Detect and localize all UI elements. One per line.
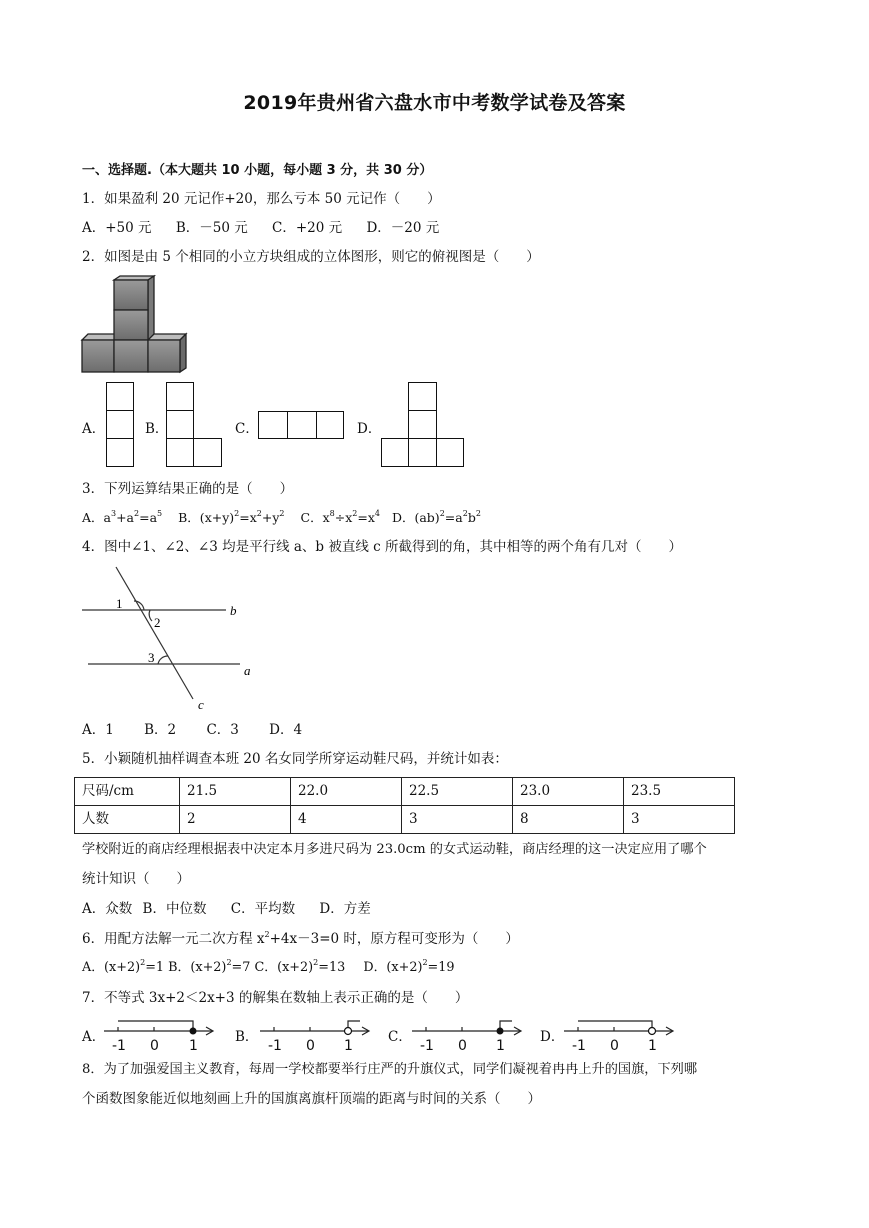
tick-label: -1: [572, 1038, 586, 1054]
table-cell: 23.5: [624, 778, 735, 806]
tick-label: 0: [306, 1038, 315, 1054]
q3-option-c[interactable]: C．$x^8\div x^2=x^4$: [300, 509, 380, 525]
table-cell: 尺码/cm: [75, 778, 180, 806]
q4-option-c[interactable]: C．3: [206, 722, 239, 738]
tick-label: 1: [189, 1038, 198, 1054]
q3-options: [82, 509, 501, 527]
q7-stem: 7．不等式 3x+2＜2x+3 的解集在数轴上表示正确的是（ ）: [82, 990, 469, 1006]
q3-option-d[interactable]: D．$(ab)^2=a^2b^2$: [391, 509, 481, 525]
q7-option-b-number-line[interactable]: [256, 1016, 376, 1052]
table-cell: 3: [402, 806, 513, 834]
tick-label: 0: [150, 1038, 159, 1054]
tick-label: 0: [610, 1038, 619, 1054]
angle-3-label: 3: [148, 650, 155, 665]
q6-option-b[interactable]: B．$(x+2)^2=7$: [168, 958, 251, 975]
q6-stem: 6．用配方法解一元二次方程 $x^2+4x-3=0$ 时，原方程可变形为（ ）: [82, 930, 519, 947]
tick-label: 0: [458, 1038, 467, 1054]
shoe-size-table: [74, 777, 735, 834]
q1-option-a[interactable]: A．+50 元: [82, 220, 152, 236]
table-cell: 21.5: [180, 778, 291, 806]
q7-option-b-label[interactable]: B．: [235, 1029, 259, 1045]
q4-options: [82, 721, 322, 739]
table-row: [75, 778, 735, 806]
q8-line2: 个函数图象能近似地刻画上升的国旗离旗杆顶端的距离与时间的关系（ ）: [82, 1091, 541, 1107]
q4-option-b[interactable]: B．2: [144, 722, 177, 738]
q2-option-c-label[interactable]: C．: [235, 421, 259, 437]
q6-option-a[interactable]: A．$(x+2)^2=1$: [82, 958, 165, 975]
q1-stem: 1．如果盈利 20 元记作+20，那么亏本 50 元记作（ ）: [82, 191, 441, 207]
q4-option-d[interactable]: D．4: [269, 722, 303, 738]
section-heading: 一、选择题.（本大题共 10 小题，每小题 3 分，共 30 分）: [82, 163, 433, 178]
tick-label: -1: [268, 1038, 282, 1054]
table-cell: 3: [624, 806, 735, 834]
q5-option-a[interactable]: A．众数: [82, 901, 133, 917]
q3-option-a[interactable]: A．$a^3+a^2=a^5$: [82, 509, 163, 525]
line-b-label: b: [230, 603, 237, 618]
q5-stem: 5．小颖随机抽样调查本班 20 名女同学所穿运动鞋尺码，并统计如表：: [82, 751, 508, 767]
angle-1-label: 1: [116, 596, 123, 611]
tick-label: 1: [648, 1038, 657, 1054]
tick-label: 1: [496, 1038, 505, 1054]
tick-label: -1: [420, 1038, 434, 1054]
q6-options: [82, 959, 475, 977]
table-cell: 22.5: [402, 778, 513, 806]
q2-option-d-label[interactable]: D．: [357, 421, 382, 437]
table-cell: 23.0: [513, 778, 624, 806]
q2-option-a-label[interactable]: A．: [82, 421, 106, 437]
q2-cube-figure: [80, 276, 188, 374]
q7-option-a-label[interactable]: A．: [82, 1029, 106, 1045]
table-cell: 4: [291, 806, 402, 834]
q6-option-c[interactable]: C．$(x+2)^2=13$: [254, 958, 346, 975]
q2-option-b-label[interactable]: B．: [145, 421, 169, 437]
table-cell: 8: [513, 806, 624, 834]
table-cell: 22.0: [291, 778, 402, 806]
line-a-label: a: [244, 663, 251, 678]
q5-option-b[interactable]: B．中位数: [142, 901, 207, 917]
q5-option-c[interactable]: C．平均数: [230, 901, 296, 917]
angle-2-label: 2: [154, 615, 161, 630]
q1-option-b[interactable]: B．－50 元: [175, 220, 248, 236]
q3-stem: 3．下列运算结果正确的是（ ）: [82, 481, 294, 497]
q5-option-d[interactable]: D．方差: [319, 901, 371, 917]
q8-line1: 8．为了加强爱国主义教育，每周一学校都要举行庄严的升旗仪式，同学们凝视着冉冉上升的国旗，下列哪: [82, 1062, 698, 1077]
q2-stem: 2．如图是由 5 个相同的小立方块组成的立体图形，则它的俯视图是（ ）: [82, 249, 540, 265]
table-cell: 2: [180, 806, 291, 834]
q7-option-c-label[interactable]: C．: [388, 1029, 412, 1045]
q5-text-line2: 统计知识（ ）: [82, 871, 190, 887]
page-title: 2019年贵州省六盘水市中考数学试卷及答案: [243, 92, 626, 114]
tick-label: -1: [112, 1038, 126, 1054]
q3-option-b[interactable]: B．$(x+y)^2=x^2+y^2$: [178, 509, 285, 525]
table-cell: 人数: [75, 806, 180, 834]
q5-text-line1: 学校附近的商店经理根据表中决定本月多进尺码为 23.0cm 的女式运动鞋，商店经理的这一决定应用了哪个: [82, 842, 707, 857]
q6-option-d[interactable]: D．$(x+2)^2=19$: [363, 958, 455, 975]
q1-options: [82, 219, 459, 237]
q1-option-c[interactable]: C．+20 元: [272, 220, 343, 236]
q7-option-a-number-line[interactable]: [100, 1016, 220, 1052]
q7-option-d-label[interactable]: D．: [540, 1029, 565, 1045]
table-row: [75, 806, 735, 834]
q4-option-a[interactable]: A．1: [82, 722, 114, 738]
q5-options: [82, 900, 391, 918]
q7-option-d-number-line[interactable]: [560, 1016, 680, 1052]
line-c-label: c: [198, 697, 204, 712]
q4-parallel-lines-figure: [82, 563, 252, 713]
tick-label: 1: [344, 1038, 353, 1054]
q4-stem: 4．图中∠1、∠2、∠3 均是平行线 a、b 被直线 c 所截得到的角，其中相等的两个角有几对（ ）: [82, 539, 682, 555]
q1-option-d[interactable]: D．－20 元: [366, 220, 440, 236]
q7-option-c-number-line[interactable]: [408, 1016, 528, 1052]
